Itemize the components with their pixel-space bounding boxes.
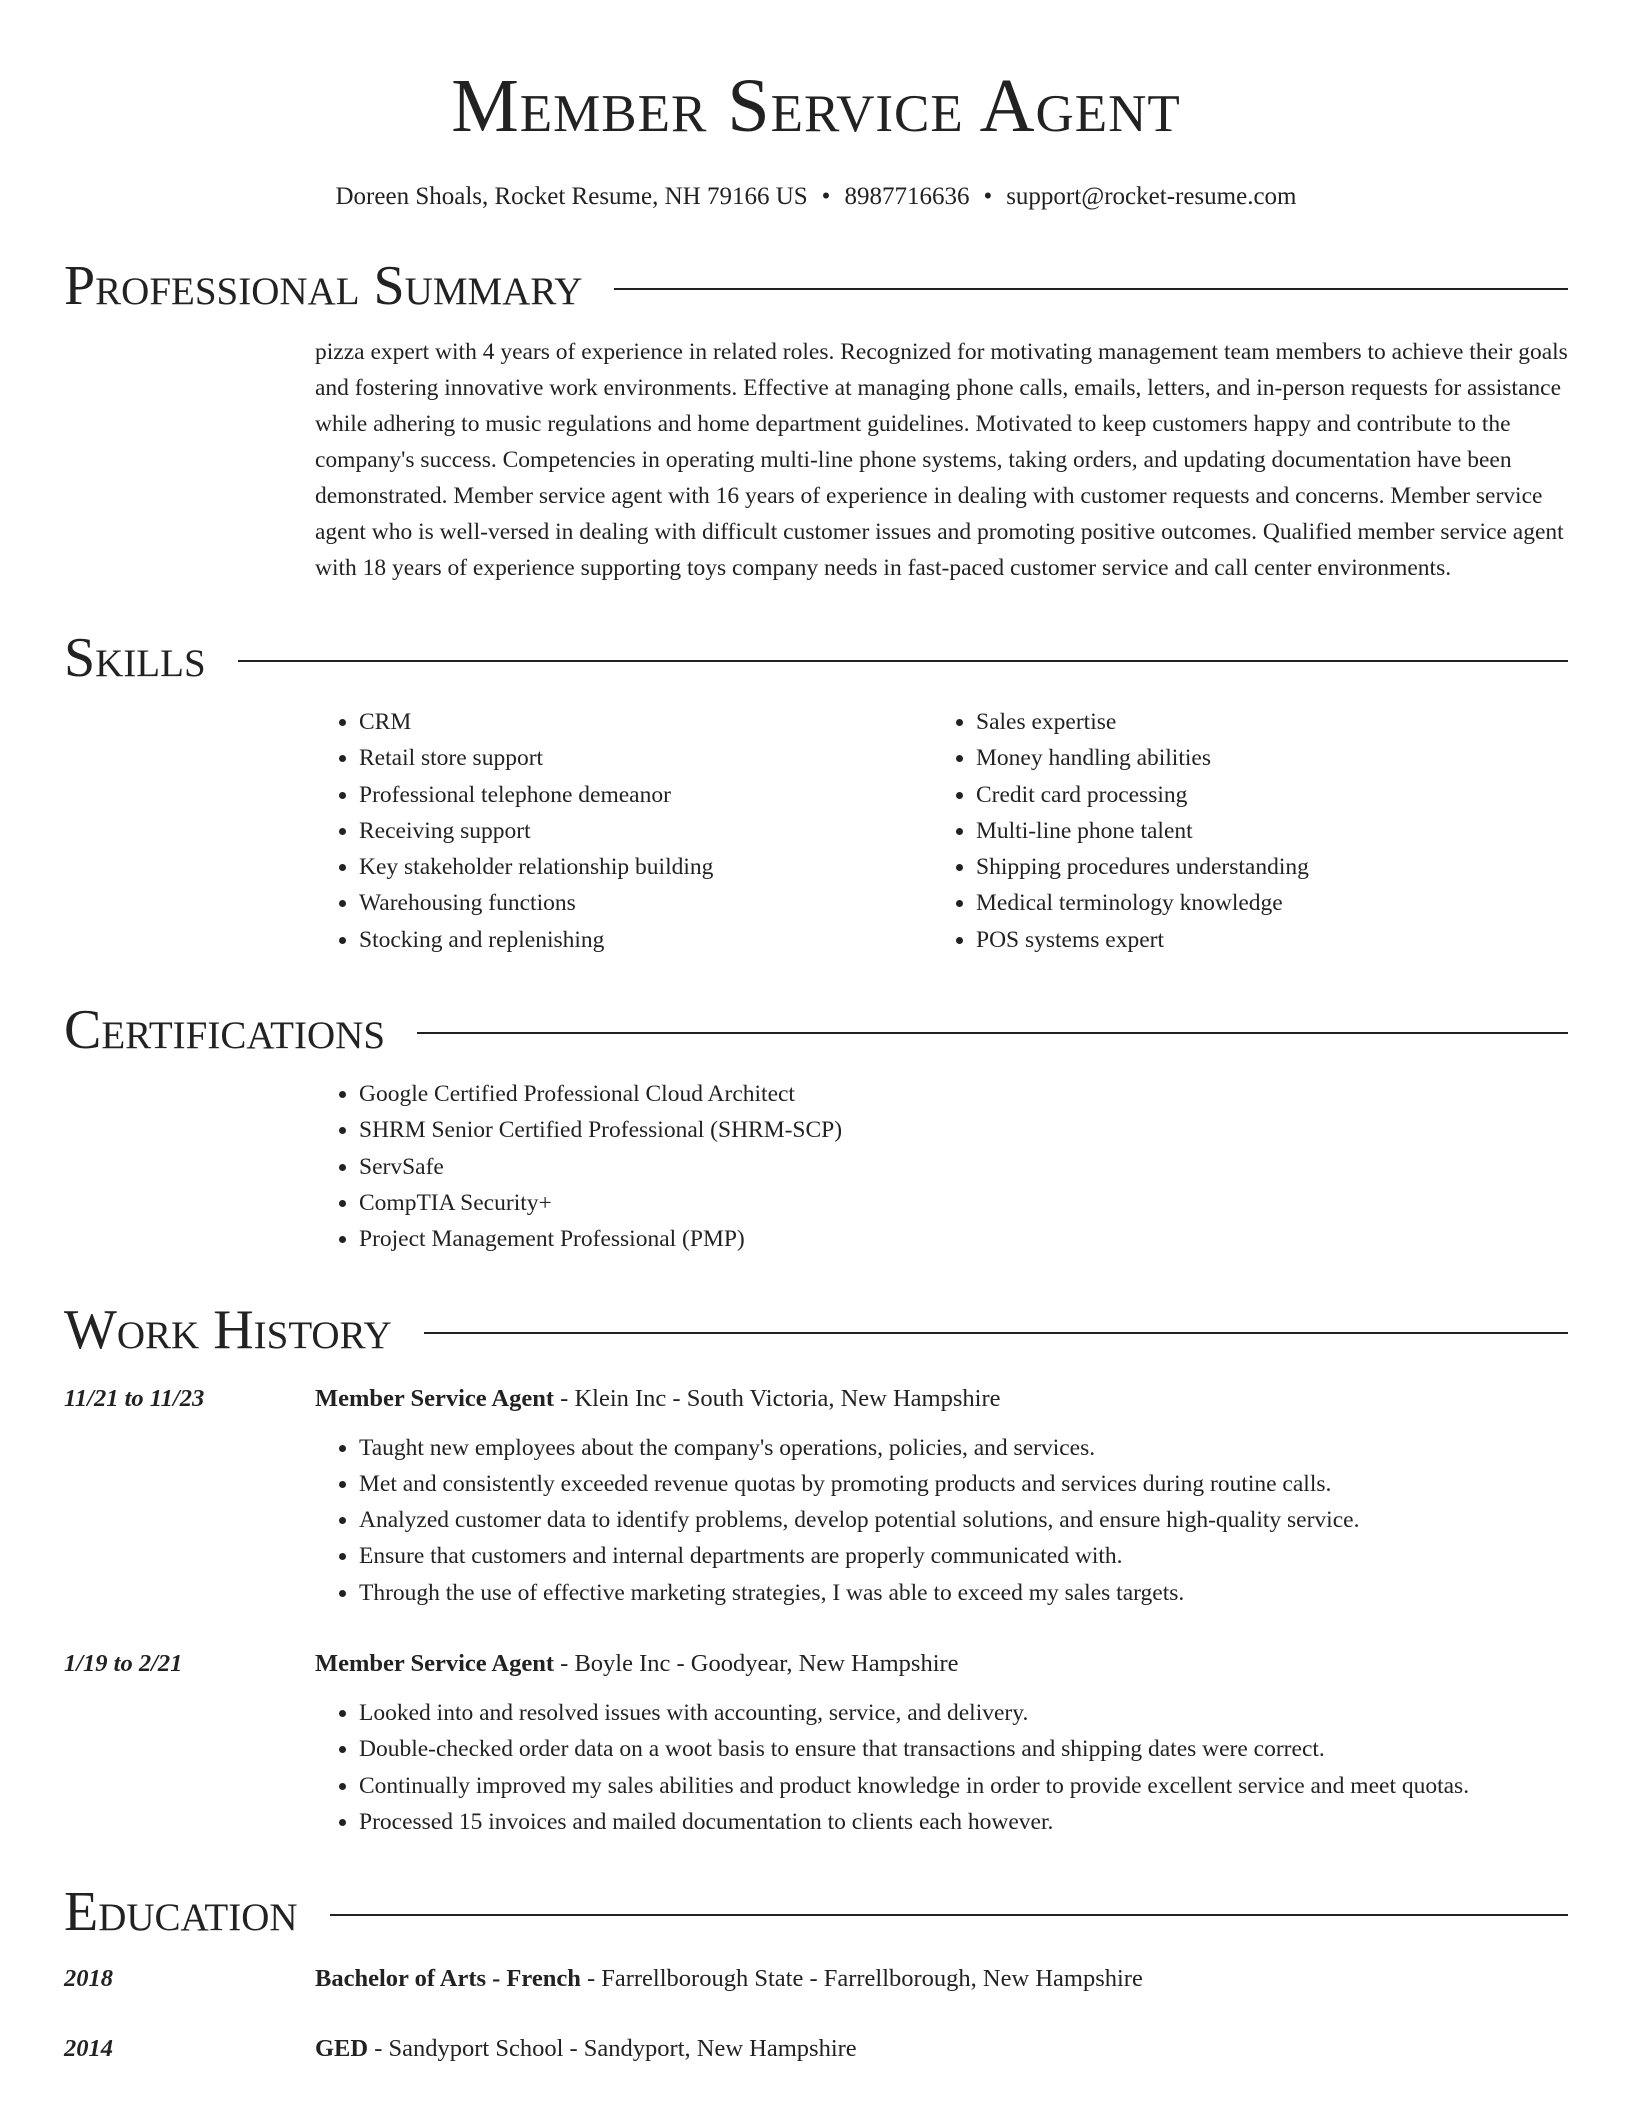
contact-phone: 8987716636 [844, 183, 970, 210]
skill-item: • Receiving support [359, 813, 932, 849]
bullet-separator: • [983, 183, 993, 210]
contact-address: Doreen Shoals, Rocket Resume, NH 79166 US [335, 183, 808, 210]
education-details: - Sandyport School - Sandyport, New Hampshire [368, 2035, 857, 2063]
page-title: Member Service Agent [451, 64, 1181, 148]
certifications-section-header [64, 998, 1568, 1062]
job-title: Member Service Agent [315, 1650, 555, 1678]
section-title: Certifications [64, 999, 386, 1062]
job-details: - Boyle Inc - Goodyear, New Hampshire [554, 1650, 959, 1678]
job-entry [64, 1647, 1568, 1840]
section-divider [424, 1332, 1568, 1334]
skill-item: • Warehousing functions [359, 885, 932, 921]
skills-column-right [932, 704, 1549, 958]
contact-email: support@rocket-resume.com [1006, 183, 1297, 210]
skill-item: • POS systems expert [976, 922, 1549, 958]
summary-section-header [64, 254, 1568, 318]
education-entry [64, 2032, 1568, 2066]
work-history-section-header [64, 1298, 1568, 1362]
job-dates: 1/19 to 2/21 [64, 1650, 183, 1678]
skills-section-header [64, 626, 1568, 690]
responsibility-item: • Met and consistently exceeded revenue quotas by promoting products and services during routine calls. [359, 1466, 1568, 1502]
job-header [64, 1647, 1568, 1681]
job-responsibilities [315, 1695, 1568, 1840]
education-heading [315, 2032, 857, 2066]
skill-item: • Credit card processing [976, 777, 1549, 813]
job-responsibilities [315, 1430, 1568, 1611]
job-dates: 11/21 to 11/23 [64, 1384, 205, 1412]
skill-item: • Medical terminology knowledge [976, 885, 1549, 921]
job-header [64, 1382, 1568, 1416]
job-heading [315, 1647, 959, 1681]
skills-list [315, 704, 1568, 958]
skill-item: • Sales expertise [976, 704, 1549, 740]
education-entry [64, 1962, 1568, 1996]
education-heading [315, 1962, 1143, 1996]
job-entry [64, 1382, 1568, 1611]
section-divider [417, 1032, 1568, 1034]
responsibility-item: • Ensure that customers and internal departments are properly communicated with. [359, 1538, 1568, 1574]
skill-item: • Key stakeholder relationship building [359, 849, 932, 885]
skill-item: • Multi-line phone talent [976, 813, 1549, 849]
certifications-list [315, 1076, 1568, 1257]
job-heading [315, 1382, 1001, 1416]
contact-line [64, 180, 1568, 214]
skill-item: • Stocking and replenishing [359, 922, 932, 958]
job-details: - Klein Inc - South Victoria, New Hampshire [554, 1384, 1001, 1412]
responsibility-item: • Through the use of effective marketing strategies, I was able to exceed my sales targets. [359, 1575, 1568, 1611]
certification-item: • Project Management Professional (PMP) [359, 1221, 1568, 1257]
skill-item: • Retail store support [359, 740, 932, 776]
certification-item: • ServSafe [359, 1149, 1568, 1185]
responsibility-item: • Continually improved my sales abilities and product knowledge in order to provide excellent service and meet quotas. [359, 1768, 1568, 1804]
skill-item: • Professional telephone demeanor [359, 777, 932, 813]
section-title: Work History [64, 1298, 392, 1361]
section-title: Skills [64, 627, 206, 689]
section-title: Professional Summary [64, 255, 583, 317]
education-degree: GED [315, 2035, 369, 2063]
skill-item: • CRM [359, 704, 932, 740]
certification-item: • SHRM Senior Certified Professional (SHRM-SCP) [359, 1112, 1568, 1148]
bullet-separator: • [821, 183, 831, 210]
education-year: 2014 [64, 2035, 113, 2063]
responsibility-item: • Taught new employees about the company's operations, policies, and services. [359, 1430, 1568, 1466]
certification-item: • Google Certified Professional Cloud Architect [359, 1076, 1568, 1112]
responsibility-item: • Double-checked order data on a woot basis to ensure that transactions and shipping dates were correct. [359, 1731, 1568, 1767]
section-divider [614, 288, 1568, 290]
education-year: 2018 [64, 1965, 113, 1993]
job-title: Member Service Agent [315, 1384, 555, 1412]
section-divider [330, 1914, 1568, 1916]
summary-text: pizza expert with 4 years of experience in related roles. Recognized for motivating management team members to achieve their goals and fostering innovative work environments. Effective at managing phone calls, emails, letters, and in-person requests for assistance while adhering to music regulations and home department guidelines. Motivated to keep customers happy and contribute to the company's success. Competencies in operating multi-line phone systems, taking orders, and updating documentation have been demonstrated. Member service agent with 16 years of experience in dealing with customer requests and concerns. Member service agent who is well-versed in dealing with difficult customer issues and promoting positive outcomes. Qualified member service agent with 18 years of experience supporting toys company needs in fast-paced customer service and call center environments. [315, 339, 1568, 581]
responsibility-item: • Looked into and resolved issues with accounting, service, and delivery. [359, 1695, 1568, 1731]
responsibility-item: • Analyzed customer data to identify problems, develop potential solutions, and ensure high-quality service. [359, 1502, 1568, 1538]
education-degree: Bachelor of Arts - French [315, 1965, 581, 1993]
responsibility-item: • Processed 15 invoices and mailed documentation to clients each however. [359, 1804, 1568, 1840]
certification-item: • CompTIA Security+ [359, 1185, 1568, 1221]
skill-item: • Money handling abilities [976, 740, 1549, 776]
skill-item: • Shipping procedures understanding [976, 849, 1549, 885]
section-divider [238, 660, 1568, 662]
skills-column-left [315, 704, 932, 958]
education-details: - Farrellborough State - Farrellborough, New Hampshire [580, 1965, 1143, 1993]
section-title: Education [64, 1881, 298, 1944]
education-section-header [64, 1880, 1568, 1944]
resume-page [64, 60, 1568, 2066]
